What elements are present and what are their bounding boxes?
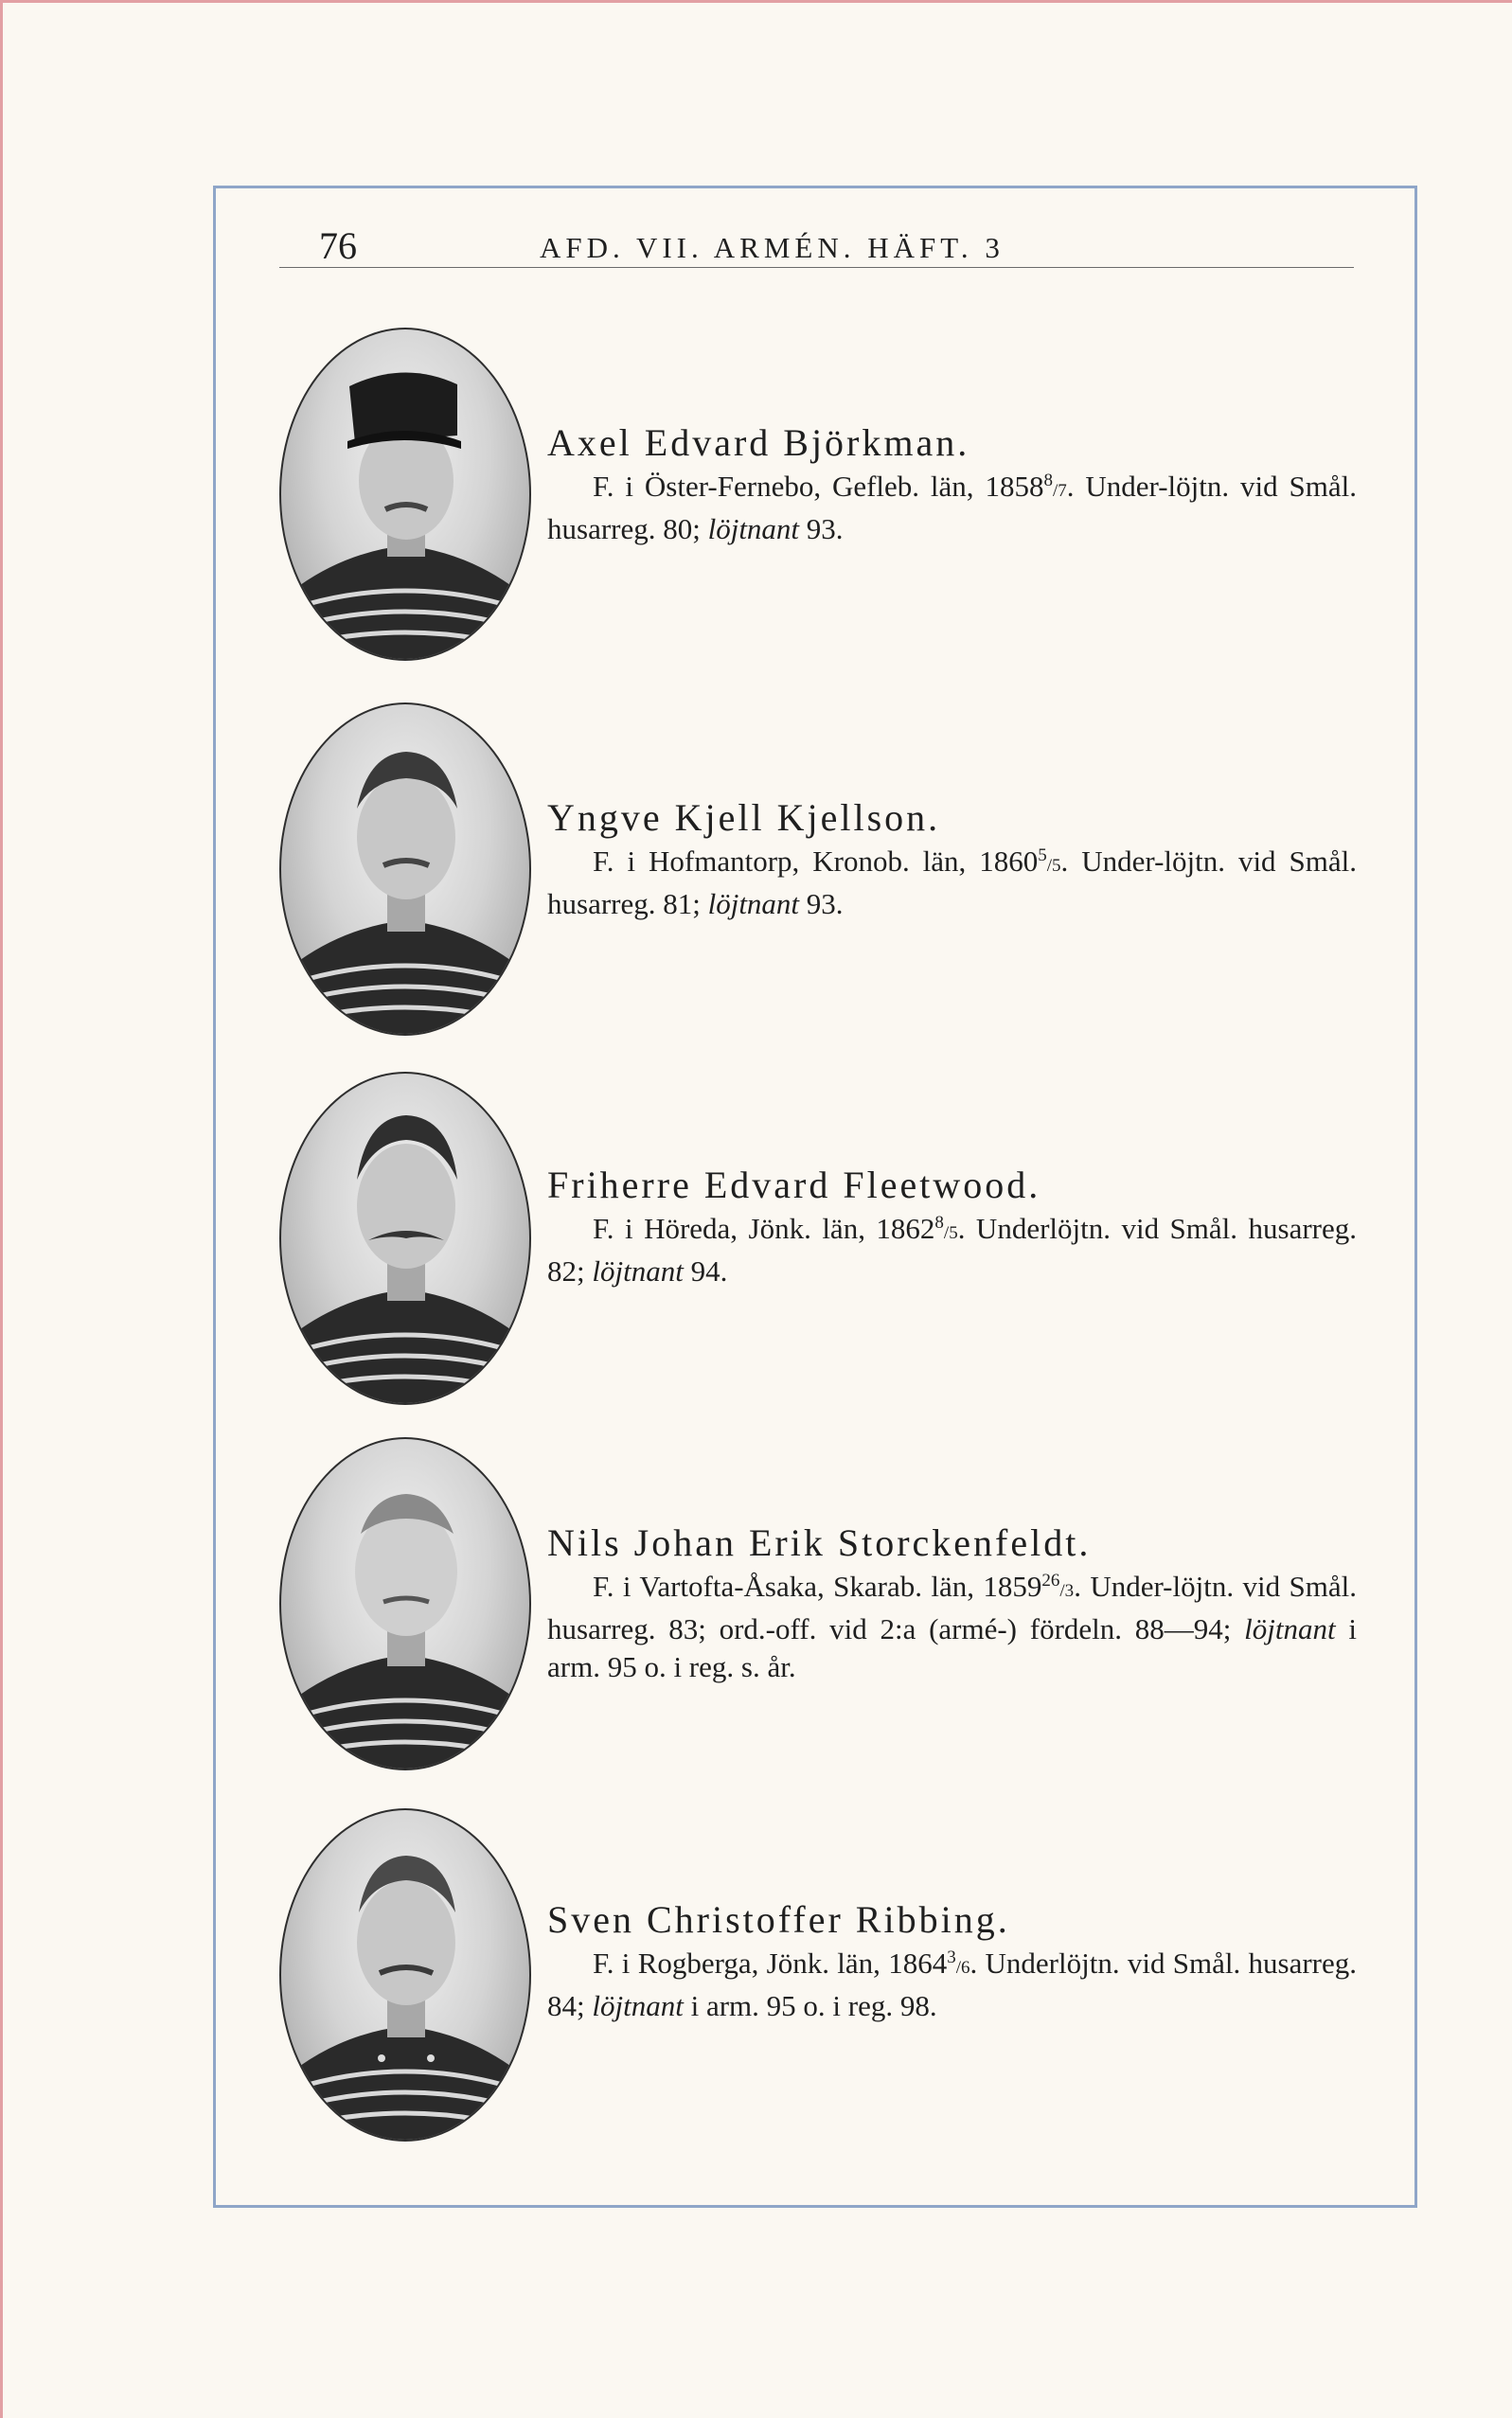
career-end: 93.	[799, 887, 844, 920]
birth-day: 26	[1041, 1571, 1060, 1591]
birth-info: F. i Hofmantorp, Kronob. län, 1860	[593, 845, 1039, 878]
portrait-photo	[279, 1072, 531, 1405]
page-number: 76	[319, 224, 357, 267]
biography-text	[547, 1945, 1357, 2025]
birth-day: 8	[934, 1213, 944, 1233]
biography-text	[547, 1210, 1357, 1290]
career-end: i arm. 95 o. i reg. 98.	[683, 1989, 937, 2022]
birth-info: F. i Rogberga, Jönk. län, 1864	[593, 1947, 948, 1980]
biography-text-block	[547, 795, 1357, 923]
biography-text	[547, 843, 1357, 923]
portrait-photo	[279, 328, 531, 661]
career-info: . Underlöjtn. vid Smål. husarreg. 84;	[547, 1947, 1357, 2022]
portrait-figure	[281, 329, 529, 659]
person-name: Sven Christoffer Ribbing.	[547, 1898, 1010, 1941]
birth-month: /6	[955, 1958, 970, 1978]
person-name: Friherre Edvard Fleetwood.	[547, 1164, 1041, 1206]
birth-day: 3	[947, 1947, 956, 1967]
portrait-figure	[281, 704, 529, 1034]
career-end: i arm. 95 o. i reg. s. år.	[547, 1612, 1357, 1683]
biography-text-block	[547, 420, 1357, 548]
portrait-figure	[281, 1074, 529, 1403]
portrait-photo	[279, 1808, 531, 2142]
page-header	[279, 218, 1354, 268]
biography-text-block	[547, 1163, 1357, 1290]
career-info: . Under-löjtn. vid Smål. husarreg. 80;	[547, 470, 1357, 545]
career-info: . Under-löjtn. vid Smål. husarreg. 81;	[547, 845, 1357, 920]
person-name: Axel Edvard Björkman.	[547, 421, 970, 464]
rank-title: löjtnant	[592, 1254, 684, 1288]
rank-title: löjtnant	[707, 887, 800, 920]
rank-title: löjtnant	[1244, 1612, 1336, 1645]
birth-info: F. i Höreda, Jönk. län, 1862	[593, 1212, 935, 1245]
running-head: AFD. VII. ARMÉN. HÄFT. 3	[540, 231, 1005, 264]
biography-text-block	[547, 1897, 1357, 2025]
person-name: Yngve Kjell Kjellson.	[547, 796, 941, 839]
biography-text	[547, 1568, 1357, 1686]
rank-title: löjtnant	[707, 512, 800, 545]
portrait-figure	[281, 1439, 529, 1769]
career-end: 94.	[683, 1254, 728, 1288]
birth-day: 8	[1043, 471, 1053, 490]
career-info: . Under-löjtn. vid Smål. husarreg. 83; ord.-off. vid 2:a (armé-) fördeln. 88—94;	[547, 1570, 1357, 1645]
birth-month: /5	[943, 1223, 958, 1243]
birth-month: /7	[1052, 481, 1067, 501]
portrait-photo	[279, 702, 531, 1036]
portrait-figure	[281, 1810, 529, 2140]
career-end: 93.	[799, 512, 844, 545]
biography-text	[547, 468, 1357, 548]
birth-info: F. i Vartofta-Åsaka, Skarab. län, 1859	[593, 1570, 1042, 1603]
portrait-photo	[279, 1437, 531, 1770]
birth-month: /5	[1046, 856, 1061, 876]
career-info: . Underlöjtn. vid Smål. husarreg. 82;	[547, 1212, 1357, 1288]
person-name: Nils Johan Erik Storckenfeldt.	[547, 1521, 1092, 1564]
birth-info: F. i Öster-Fernebo, Gefleb. län, 1858	[593, 470, 1044, 503]
page-edge-left	[0, 0, 3, 2418]
rank-title: löjtnant	[592, 1989, 684, 2022]
biography-text-block	[547, 1520, 1357, 1686]
page-edge-top	[0, 0, 1512, 3]
birth-day: 5	[1038, 845, 1047, 865]
birth-month: /3	[1059, 1581, 1075, 1601]
